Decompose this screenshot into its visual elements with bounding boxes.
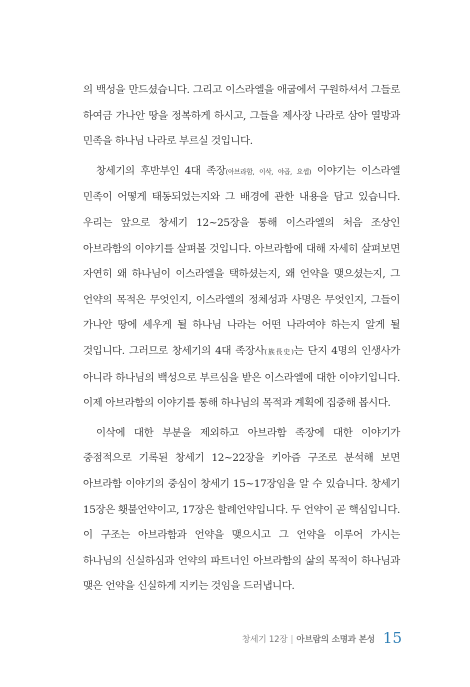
paragraph-1: 의 백성을 만드셨습니다. 그리고 이스라엘을 애굽에서 구원하셔서 그들로 하여금 가나안 땅을 정복하게 하시고, 그들을 제사장 나라로 삼아 열방과 민족을 하나님 나라로 부르실 것입니다. (83, 84, 400, 148)
paragraph-3: 이삭에 대한 부분을 제외하고 아브라함 족장에 대한 이야기가 중점적으로 기록된 창세기 12~22장을 키아즘 구조로 분석해 보면 아브라함 이야기의 중심이 창세기 15~17장임을 알 수 있습니다. 창세기 15장은 횃불언약이고, 17장은 할례언약입니다. 두 언약이 곧 핵심입니다. 이 구조는 아브라함과 언약을 맺으시고 그 언약을 이루어 가시는 하나님의 신실하심과 언약의 파트너인 아브라함의 삶의 목적이 하나님과 맺은 언약을 신실하게 지키는 것임을 드러냅니다. (83, 426, 400, 593)
hanja-note: (族長史) (264, 347, 294, 356)
patriarchs-note: (아브라함, 이삭, 야곱, 요셉) (225, 167, 312, 176)
paragraph-2-part-b: 이야기는 이스라엘 민족이 어떻게 태동되었는지와 그 배경에 관한 내용을 담고 있습니다. 우리는 앞으로 창세기 12~25장을 통해 이스라엘의 처음 조상인 아브라함의 이야기를 살펴볼 것입니다. 아브라함에 대해 자세히 살펴보면 자연히 왜 하나님이 이스라엘을 택하셨는지, 왜 언약을 맺으셨는지, 그 언약의 목적은 무엇인지, 이스라엘의 정체성과 사명은 무엇인지, 그들이 가나안 땅에 세우게 될 하나님 나라는 어떤 나라여야 하는지 알게 될 것입니다. 그러므로 창세기의 4대 족장사 (83, 164, 401, 357)
chapter-subtitle: 아브람의 소명과 본성 (296, 635, 375, 645)
page-number: 15 (382, 629, 402, 647)
chapter-label: 창세기 12장 (242, 635, 288, 645)
paragraph-2 (83, 159, 400, 417)
paragraph-2-part-a: 창세기의 후반부인 4대 족장 (96, 164, 226, 177)
footer-separator: | (290, 635, 294, 645)
paragraph-2-part-c: 는 단지 4명의 인생사가 아니라 하나님의 백성으로 부르심을 받은 이스라엘에 대한 이야기입니다. 이제 아브라함의 이야기를 통해 하나님의 목적과 계획에 집중해 봅시다. (83, 344, 400, 410)
page-footer (0, 627, 402, 647)
body-text (83, 78, 400, 604)
